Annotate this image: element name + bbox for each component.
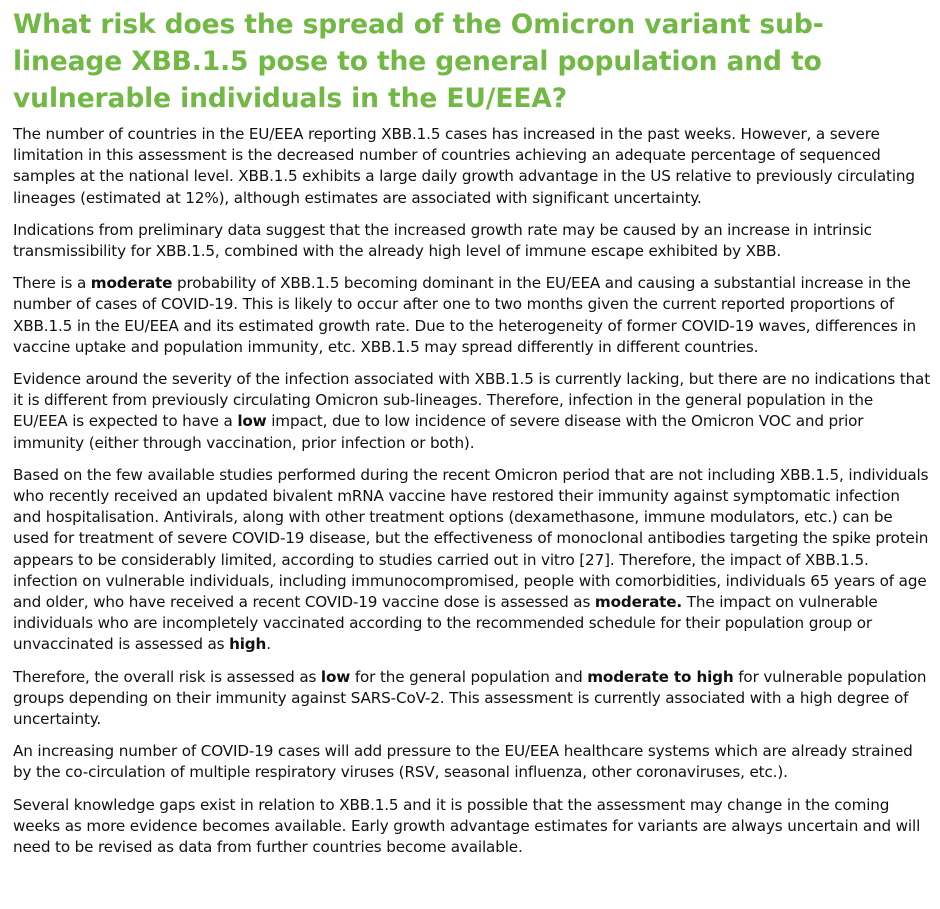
paragraph-overall-risk xyxy=(13,667,931,731)
paragraph-knowledge-gaps: Several knowledge gaps exist in relation to XBB.1.5 and it is possible that the assessment may change in the coming weeks as more evidence becomes available. Early growth advantage estimates for variants are always uncertain and will need to be revised as data from further countries become available. xyxy=(13,795,921,857)
paragraph-growth-advantage: The number of countries in the EU/EEA reporting XBB.1.5 cases has increased in the past weeks. However, a severe limitation in this assessment is the decreased number of countries achieving an adequate percentage of sequenced samples at the national level. XBB.1.5 exhibits a large daily growth advantage in the US relative to previously circulating lineages (estimated at 12%), although estimates are associated with significant uncertainty. xyxy=(13,125,915,207)
text-run: The impact on vulnerable individuals who are incompletely vaccinated according to the recommended schedule for their population group or unvaccinated is assessed as xyxy=(13,593,878,654)
emphasis-low: low xyxy=(320,667,351,686)
emphasis-high: high xyxy=(229,635,267,654)
emphasis-moderate-to-high: moderate to high xyxy=(587,667,734,686)
text-run: Based on the few available studies performed during the recent Omicron period that are not including XBB.1.5, individuals who recently received an updated bivalent mRNA vaccine have restored their immunity against symptomatic infection and hospitalisation. Antivirals, along with other treatment options (dexamethasone, immune modulators, etc.) can be used for treatment of severe COVID-19 disease, but the effectiveness of monoclonal antibodies targeting the spike protein appears to be considerably limited, according to studies carried out in vitro [27]. Therefore, the impact of XBB.1.5. infection on vulnerable individuals, including immunocompromised, people with comorbidities, individuals 65 years of age and older, who have received a recent COVID-19 vaccine dose is assessed as xyxy=(13,465,929,612)
paragraph-vulnerable-impact xyxy=(13,465,931,656)
emphasis-moderate: moderate xyxy=(90,274,173,293)
emphasis-moderate: moderate. xyxy=(594,593,683,612)
paragraph-severity xyxy=(13,369,931,454)
text-run: probability of XBB.1.5 becoming dominant in the EU/EEA and causing a substantial increase in the number of cases of COVID-19. This is likely to occur after one to two months given the current reported proportions of XBB.1.5 in the EU/EEA and its estimated growth rate. Due to the heterogeneity of former COVID-19 waves, differences in vaccine uptake and population immunity, etc. XBB.1.5 may spread differently in different countries. xyxy=(13,274,917,356)
page-title: What risk does the spread of the Omicron variant sub-lineage XBB.1.5 pose to the general population and to vulnerable individuals in the EU/EEA? xyxy=(13,9,824,114)
text-run: There is a xyxy=(13,274,91,293)
text-run: . xyxy=(266,635,271,654)
paragraph-transmissibility: Indications from preliminary data suggest that the increased growth rate may be caused by an increase in intrinsic transmissibility for XBB.1.5, combined with the already high level of immune escape exhibited by XBB. xyxy=(13,220,872,261)
emphasis-low: low xyxy=(237,412,267,431)
paragraph-dominance-probability xyxy=(13,273,931,358)
text-run: Therefore, the overall risk is assessed as xyxy=(13,667,321,686)
document-page xyxy=(13,6,931,869)
text-run: Evidence around the severity of the infection associated with XBB.1.5 is currently lacking, but there are no indications that it is different from previously circulating Omicron sub-lineages. Therefore, infection in the general population in the EU/EEA is expected to have a xyxy=(13,370,931,431)
text-run: for the general population and xyxy=(350,667,588,686)
text-run: impact, due to low incidence of severe disease with the Omicron VOC and prior immunity (either through vaccination, prior infection or both). xyxy=(13,412,864,452)
text-run: for vulnerable population groups depending on their immunity against SARS-CoV-2. This assessment is currently associated with a high degree of uncertainty. xyxy=(13,667,927,729)
paragraph-healthcare-pressure: An increasing number of COVID-19 cases will add pressure to the EU/EEA healthcare systems which are already strained by the co-circulation of multiple respiratory viruses (RSV, seasonal influenza, other coronaviruses, etc.). xyxy=(13,742,913,782)
